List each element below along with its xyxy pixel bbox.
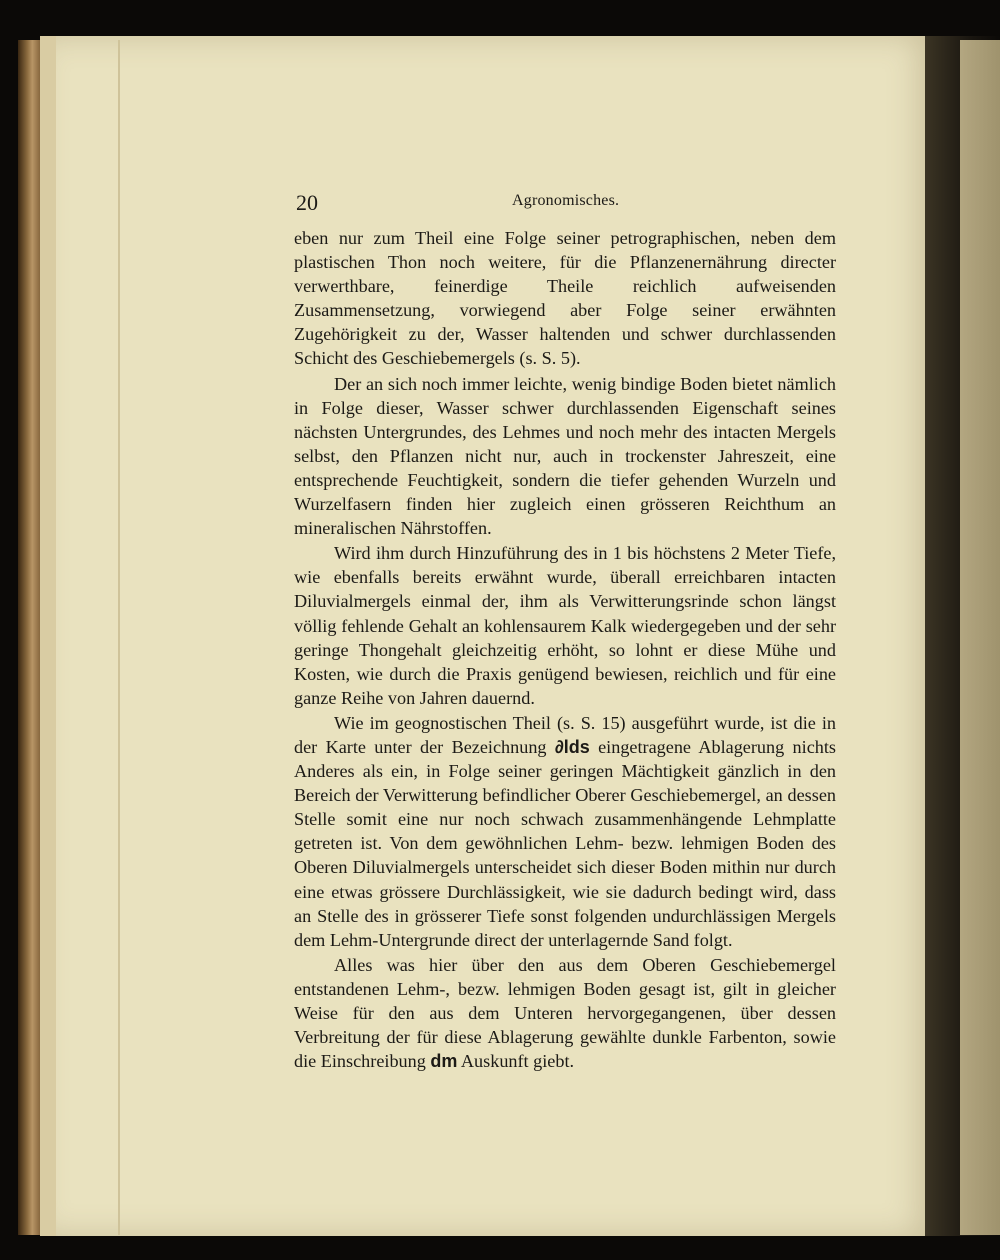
paragraph-1 bbox=[294, 226, 836, 371]
page-number: 20 bbox=[296, 190, 318, 215]
paragraph-4-text-before: Wie im geognostischen Theil (s. S. 15) ausgeführt wurde, ist die in der Karte unter der Bezeichnung bbox=[294, 712, 836, 757]
body-text bbox=[294, 226, 836, 1073]
page-edge-line bbox=[118, 40, 120, 1235]
paragraph-2-text: Der an sich noch immer leichte, wenig bindige Boden bietet nämlich in Folge dieser, Wasser schwer durchlassenden Eigenschaft seines nächsten Untergrundes, des Lehmes und noch mehr des intacten Mergels selbst, den Pflanzen nicht nur, auch in trockenster Jahreszeit, eine entsprechende Feuchtigkeit, sondern die tiefer gehenden Wurzeln und Wurzelfasern finden hier zugleich einen grösseren Reichthum an mineralischen Nährstoffen. bbox=[294, 373, 836, 539]
paragraph-1-text: eben nur zum Theil eine Folge seiner petrographischen, neben dem plastischen Thon noch weitere, für die Pflanzenernährung directer verwerthbare, feinerdige Theile reichlich aufweisenden Zusammensetzung, vorwiegend aber Folge seiner erwähnten Zugehörigkeit zu der, Wasser haltenden und schwer durchlassenden Schicht des Geschiebemergels (s. S. 5). bbox=[294, 228, 836, 369]
page-header bbox=[296, 188, 836, 220]
paragraph-2 bbox=[294, 372, 836, 541]
paragraph-5-text-before: Alles was hier über den aus dem Oberen Geschiebemergel entstandenen Lehm-, bezw. lehmigen Boden gesagt ist, gilt in gleicher Weise für den aus dem Unteren hervorgegangenen, über dessen Verbreitung der für diese Ablagerung gewählte dunkle Farbenton, sowie die Einschreibung bbox=[294, 954, 836, 1072]
next-page-sliver bbox=[960, 40, 1000, 1235]
running-title: Agronomisches. bbox=[512, 192, 620, 209]
paragraph-3-text: Wird ihm durch Hinzuführung des in 1 bis höchstens 2 Meter Tiefe, wie ebenfalls bereits erwähnt wurde, überall erreichbaren intacten Diluvialmergels einmal der, ihm als Verwitterungsrinde schon längst völlig fehlende Gehalt an kohlensaurem Kalk wiedergegeben und der sehr geringe Thongehalt gleichzeitig erhöht, so lohnt er diese Mühe und Kosten, wie durch die Praxis genügend bewiesen, reichlich und für eine ganze Reihe von Jahren dauernd. bbox=[294, 543, 836, 708]
map-symbol-dlds: ∂lds bbox=[554, 736, 590, 757]
paragraph-3 bbox=[294, 541, 836, 710]
paragraph-4 bbox=[294, 711, 836, 952]
map-symbol-dm: dm bbox=[430, 1051, 458, 1072]
paragraph-4-text-after: eingetragene Ablagerung nichts Anderes als ein, in Folge seiner geringen Mächtigkeit gänzlich in den Bereich der Verwitterung befindlicher Oberer Geschiebemergel, an dessen Stelle somit eine nur noch schwach zusammenhängende Lehmplatte getreten ist. Von dem gewöhnlichen Lehm- bezw. lehmigen Boden des Oberen Diluvialmergels unterscheidet sich dieser Boden mithin nur durch eine etwas grössere Durchlässigkeit, wie sie dadurch bedingt wird, dass an Stelle des in grösserer Tiefe sonst folgenden undurchlässigen Mergels dem Lehm-Untergrunde direct der unterlagernde Sand folgt. bbox=[294, 736, 836, 950]
paragraph-5-text-after: Auskunft giebt. bbox=[457, 1051, 575, 1072]
paragraph-5 bbox=[294, 953, 836, 1073]
